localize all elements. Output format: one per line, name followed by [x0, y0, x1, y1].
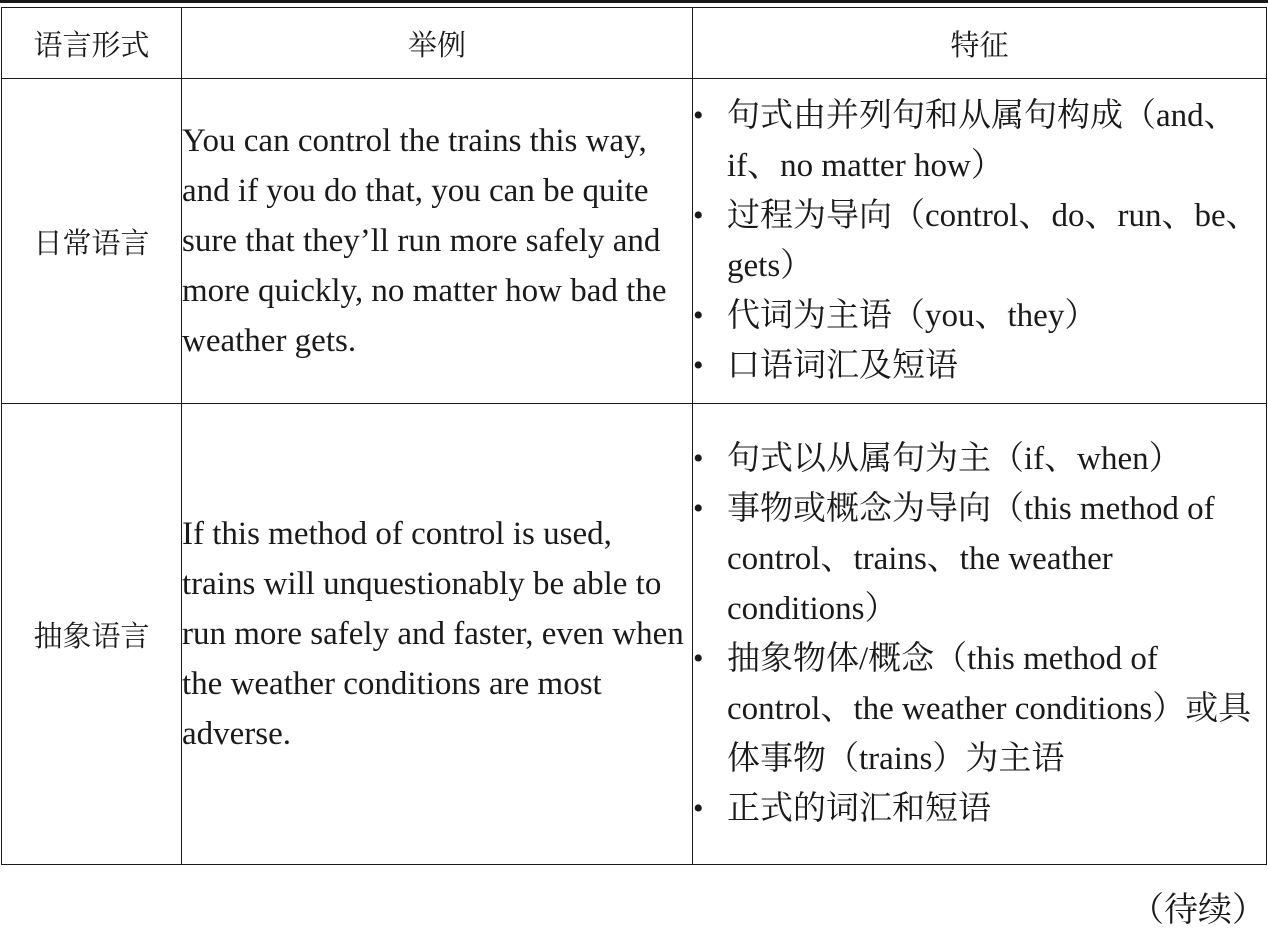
header-form: 语言形式 [2, 8, 182, 79]
feature-item: • 过程为导向（control、do、run、be、gets） [693, 191, 1266, 291]
table-row-daily-language [2, 79, 1267, 404]
header-example: 举例 [182, 8, 693, 79]
feature-item: • 句式由并列句和从属句构成（and、if、no matter how） [693, 91, 1266, 191]
header-features: 特征 [693, 8, 1267, 79]
form-cell: 抽象语言 [2, 404, 182, 865]
feature-list [693, 91, 1266, 391]
table-row-abstract-language [2, 404, 1267, 865]
example-cell: You can control the trains this way, and if you do that, you can be quite sure that they’ll run more safely and more quickly, no matter how bad the weather gets. [182, 79, 693, 404]
table-header-row [2, 8, 1267, 79]
top-rule [0, 0, 1268, 3]
feature-item: • 抽象物体/概念（this method of control、the weather conditions）或具体事物（trains）为主语 [693, 634, 1266, 784]
feature-item: • 正式的词汇和短语 [693, 784, 1266, 834]
feature-item: • 句式以从属句为主（if、when） [693, 434, 1266, 484]
feature-item: • 口语词汇及短语 [693, 341, 1266, 391]
feature-item: • 事物或概念为导向（this method of control、trains、the weather conditions） [693, 484, 1266, 634]
feature-list [693, 434, 1266, 834]
language-comparison-table [1, 7, 1267, 865]
features-cell [693, 404, 1267, 865]
example-cell: If this method of control is used, trains will unquestionably be able to run more safely and faster, even when the weather conditions are most adverse. [182, 404, 693, 865]
feature-item: • 代词为主语（you、they） [693, 291, 1266, 341]
form-cell: 日常语言 [2, 79, 182, 404]
continued-note: （待续） [1130, 890, 1266, 930]
features-cell [693, 79, 1267, 404]
